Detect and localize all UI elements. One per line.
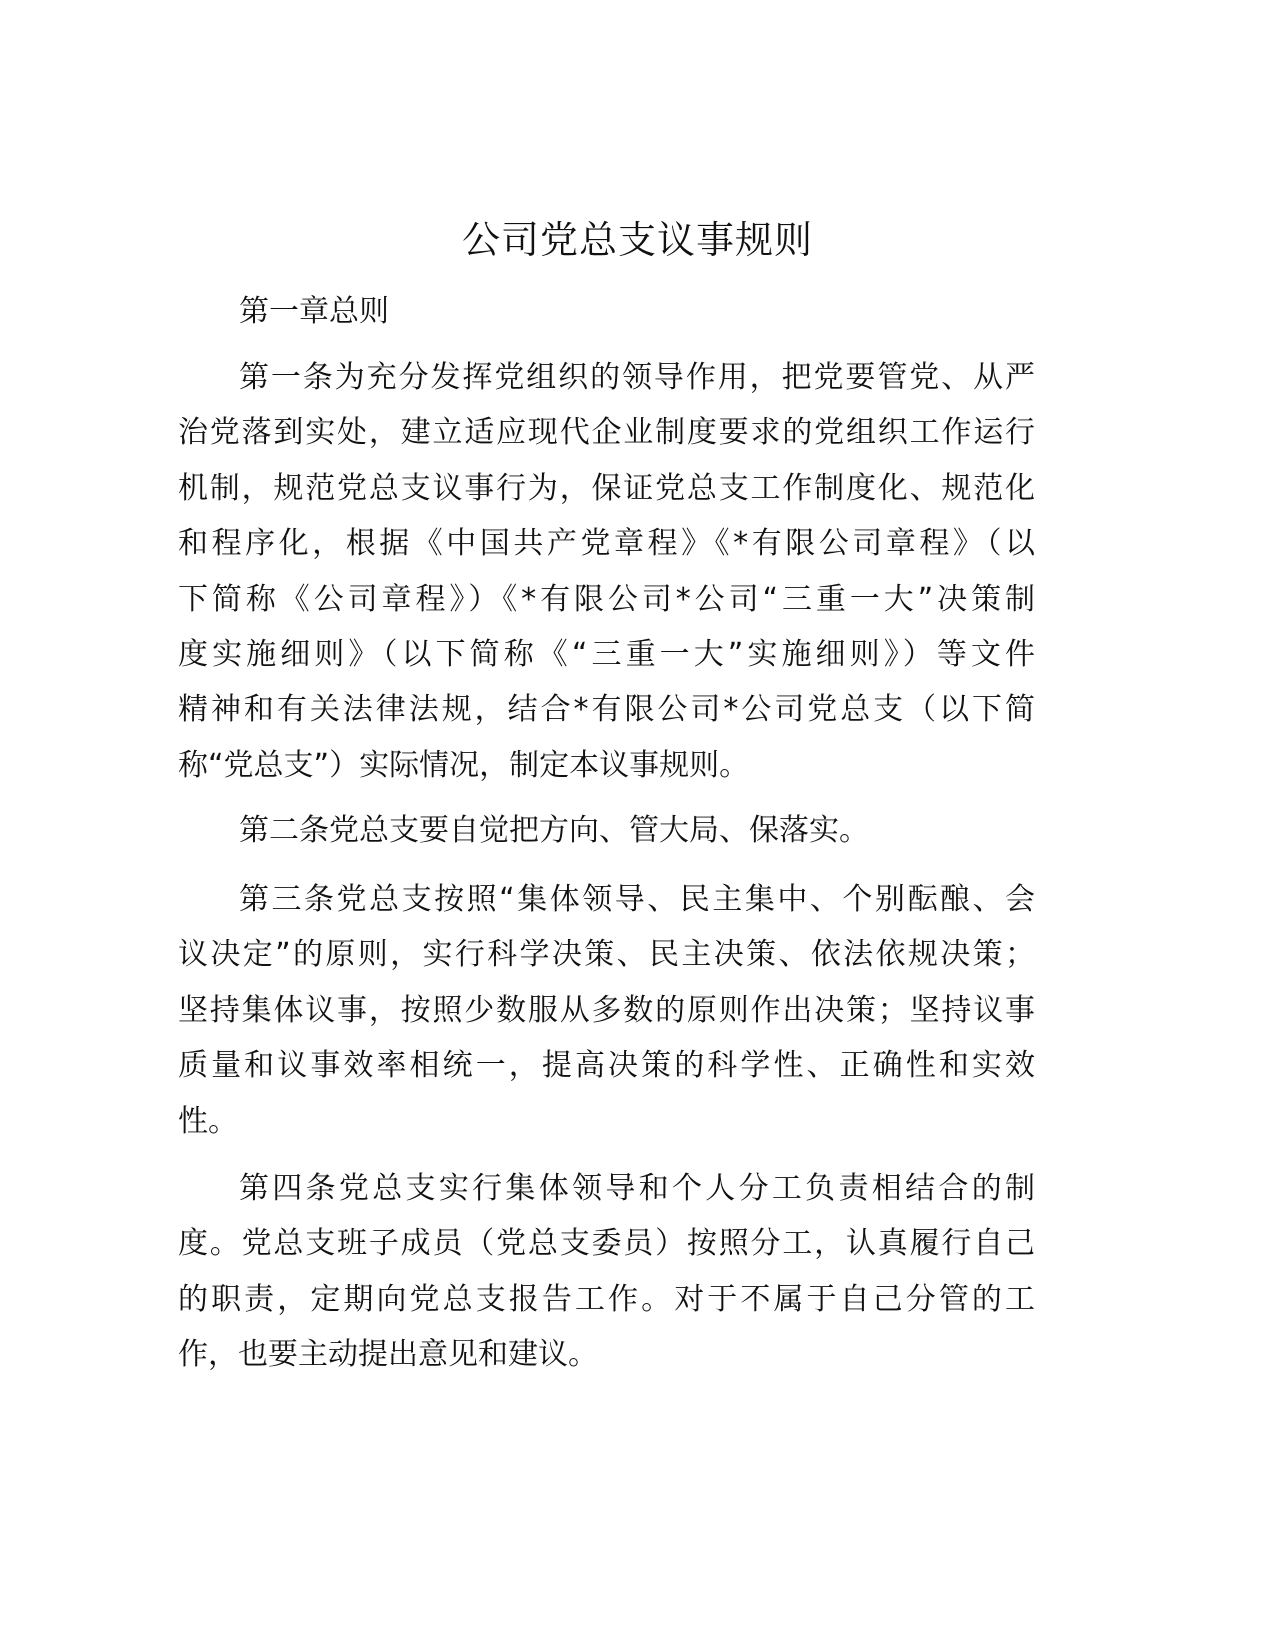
text-line: 第一条为充分发挥党组织的领导作用，把党要管党、从严 — [239, 360, 1035, 395]
document-title: 公司党总支议事规则 — [461, 218, 813, 262]
text-line: 第四条党总支实行集体领导和个人分工负责相结合的制 — [239, 1171, 1035, 1206]
text-line: 议决定”的原则，实行科学决策、民主决策、依法依规决策； — [178, 937, 1035, 973]
text-line: 第三条党总支按照“集体领导、民主集中、个别酝酿、会 — [239, 882, 1035, 917]
text-line: 作，也要主动提出意见和建议。 — [178, 1337, 598, 1373]
text-line: 坚持集体议事，按照少数服从多数的原则作出决策；坚持议事 — [178, 992, 1035, 1028]
text-line: 机制，规范党总支议事行为，保证党总支工作制度化、规范化 — [178, 470, 1035, 506]
text-line: 下简称《公司章程》）《*有限公司*公司“三重一大”决策制 — [178, 581, 1035, 617]
article-2 — [178, 803, 1035, 858]
text-line: 质量和议事效率相统一，提高决策的科学性、正确性和实效 — [178, 1048, 1035, 1084]
text-line: 治党落到实处，建立适应现代企业制度要求的党组织工作运行 — [178, 415, 1035, 451]
article-4 — [178, 1161, 1035, 1383]
chapter-heading — [178, 284, 1035, 339]
text-line: 和程序化，根据《中国共产党章程》《*有限公司章程》（以 — [178, 526, 1035, 562]
article-3 — [178, 872, 1035, 1149]
text-line: 第二条党总支要自觉把方向、管大局、保落实。 — [239, 813, 869, 848]
text-line: 度。党总支班子成员（党总支委员）按照分工，认真履行自己 — [178, 1226, 1035, 1262]
article-1 — [178, 350, 1035, 793]
text-line: 度实施细则》（以下简称《“三重一大”实施细则》）等文件 — [178, 636, 1035, 672]
text-line: 性。 — [178, 1103, 238, 1139]
text-line: 精神和有关法律法规，结合*有限公司*公司党总支（以下简 — [178, 692, 1035, 728]
chapter-heading-text: 第一章总则 — [239, 294, 389, 329]
text-line: 的职责，定期向党总支报告工作。对于不属于自己分管的工 — [178, 1281, 1035, 1317]
text-line: 称“党总支”）实际情况，制定本议事规则。 — [178, 747, 750, 783]
